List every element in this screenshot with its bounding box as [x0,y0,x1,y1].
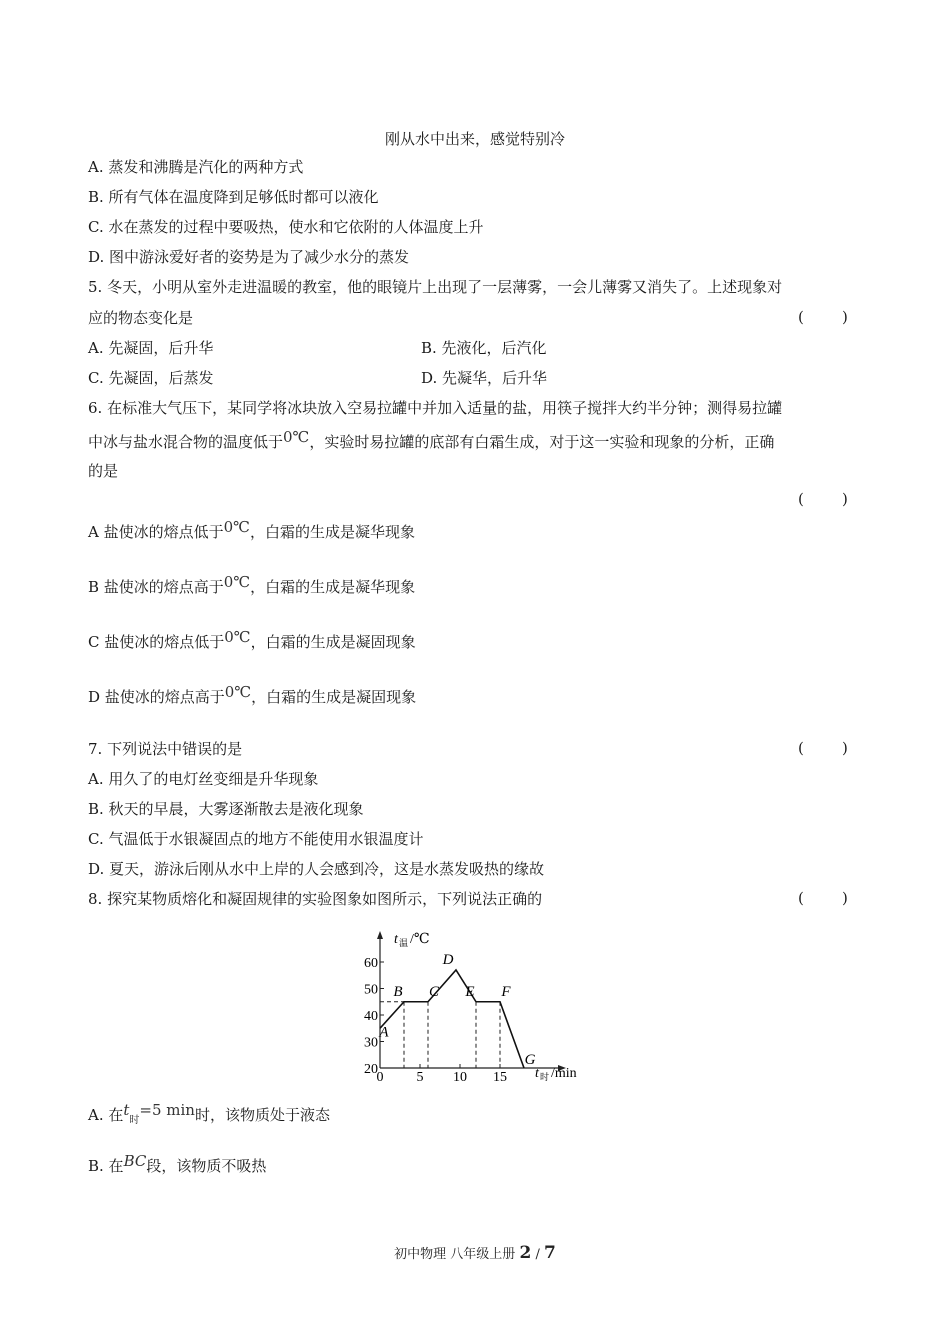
q6-temp-value: 0℃ [283,428,310,446]
y-axis-unit: /℃ [410,932,430,947]
q6-option-d-temp: 0℃ [224,683,252,701]
footer-book-title: 初中物理 八年级上册 [394,1247,516,1262]
q6-option-a-text-b: ，白霜的生成是凝华现象 [249,523,415,541]
q6-option-a-text: A 盐使冰的熔点低于 [88,523,224,541]
q8-option-a-text: 时，该物质处于液态 [194,1106,330,1124]
q4-option-d: D. 图中游泳爱好者的姿势是为了减少水分的蒸发 [88,248,410,266]
y-axis-var: t [394,932,398,947]
y-tick-label-40: 40 [364,1009,378,1024]
q4-option-a: A. 蒸发和沸腾是汽化的两种方式 [88,158,304,176]
x-axis-unit: /min [551,1066,577,1081]
q6-option-a-temp: 0℃ [223,518,250,536]
q7-option-c: C. 气温低于水银凝固点的地方不能使用水银温度计 [88,830,424,848]
chart-data-layer [364,952,536,1085]
q6-option-c-text: C 盐使冰的熔点低于 [88,633,225,651]
q6-option-c [88,628,863,652]
q8-option-a [88,1101,863,1128]
q6-option-b-temp: 0℃ [223,573,251,591]
q7-answer-paren: ( ) [798,739,848,757]
y-axis-sub: 温 [399,938,409,948]
q8-option-b-prefix: B. 在 [88,1157,124,1175]
q6-option-d [88,683,863,707]
q6-answer-paren: ( ) [798,490,848,508]
q6-stem-line1: 6. 在标准大气压下，某同学将冰块放入空易拉罐中并加入适量的盐，用筷子搅拌大约半分钟；测得易拉罐 [88,399,783,417]
x-axis-var: t [535,1066,539,1081]
page-footer [0,1243,950,1263]
q5-stem-line2 [88,308,863,328]
x-tick-label-0: 0 [376,1070,384,1085]
q6-stem-text-b: ，实验时易拉罐的底部有白霜生成，对于这一实验和现象的分析，正确 [309,433,775,451]
q6-option-b-text: B 盐使冰的熔点高于 [88,578,224,596]
x-tick-label-15: 15 [493,1070,507,1085]
chart-axes [377,931,577,1082]
q7-option-b: B. 秋天的早晨，大雾逐渐散去是液化现象 [88,800,364,818]
q7-option-a: A. 用久了的电灯丝变细是升华现象 [88,770,319,788]
footer-page-number: 2 [519,1243,532,1263]
q8-stem: 8. 探究某物质熔化和凝固规律的实验图象如图所示，下列说法正确的 [88,890,543,908]
q6-option-c-temp: 0℃ [224,628,251,646]
q6-stem-line3: 的是 [88,462,119,480]
y-tick-label-30: 30 [364,1035,378,1051]
q6-option-d-text-b: ，白霜的生成是凝固现象 [251,688,417,706]
q4-option-b: B. 所有气体在温度降到足够低时都可以液化 [88,188,379,206]
q6-option-d-text: D 盐使冰的熔点高于 [88,688,225,706]
y-axis-arrow [377,931,383,939]
q8-option-a-var: t [123,1101,130,1119]
y-tick-label-20: 20 [364,1062,378,1077]
q5-stem-text: 应的物态变化是 [88,309,194,327]
point-label-d: D [442,951,454,968]
q8-option-a-sub: 时 [129,1115,140,1126]
q5-answer-paren: ( ) [798,308,848,326]
q8-option-a-value: =5 min [139,1101,195,1119]
q4-option-c: C. 水在蒸发的过程中要吸热，使水和它依附的人体温度上升 [88,218,484,236]
y-tick-label-50: 50 [364,982,378,998]
q6-stem-line2 [88,428,863,452]
y-tick-label-60: 60 [364,956,378,971]
q7-stem: 7. 下列说法中错误的是 [88,740,243,758]
q8-option-b-text: 段，该物质不吸热 [146,1157,267,1175]
q6-option-a [88,518,863,542]
x-tick-label-5: 5 [416,1070,424,1085]
footer-page-total: 7 [543,1243,556,1263]
q5-option-b: B. 先液化，后汽化 [421,339,547,357]
point-label-b: B [393,983,403,1000]
q7-option-d: D. 夏天，游泳后刚从水中上岸的人会感到冷，这是水蒸发吸热的缘故 [88,860,545,878]
q8-option-a-prefix: A. 在 [88,1106,124,1124]
q6-stem-text-a: 中冰与盐水混合物的温度低于 [88,433,284,451]
point-label-a: A [379,1024,389,1041]
figure-caption: 刚从水中出来，感觉特别冷 [384,130,565,148]
point-label-e: E [465,983,475,1000]
x-axis-sub: 时 [540,1072,550,1082]
point-label-c: C [428,983,440,1000]
q6-option-b-text-b: ，白霜的生成是凝华现象 [250,578,416,596]
x-tick-label-10: 10 [453,1070,467,1085]
q6-option-c-text-b: ，白霜的生成是凝固现象 [250,633,416,651]
q5-option-a: A. 先凝固，后升华 [88,339,214,357]
q8-answer-paren: ( ) [798,889,848,907]
q5-stem-line1: 5. 冬天，小明从室外走进温暖的教室，他的眼镜片上出现了一层薄雾，一会儿薄雾又消失了。上述现象对 [88,278,783,296]
melting-solidification-graph [350,925,600,1085]
q5-option-d: D. 先凝华，后升华 [421,369,548,387]
point-label-g: G [524,1052,536,1068]
footer-page-separator: / [535,1247,540,1262]
point-label-f: F [501,983,511,1000]
q8-option-b [88,1152,863,1176]
q8-option-b-segment: BC [123,1152,147,1170]
q6-option-b [88,573,863,597]
q5-option-c: C. 先凝固，后蒸发 [88,369,214,387]
